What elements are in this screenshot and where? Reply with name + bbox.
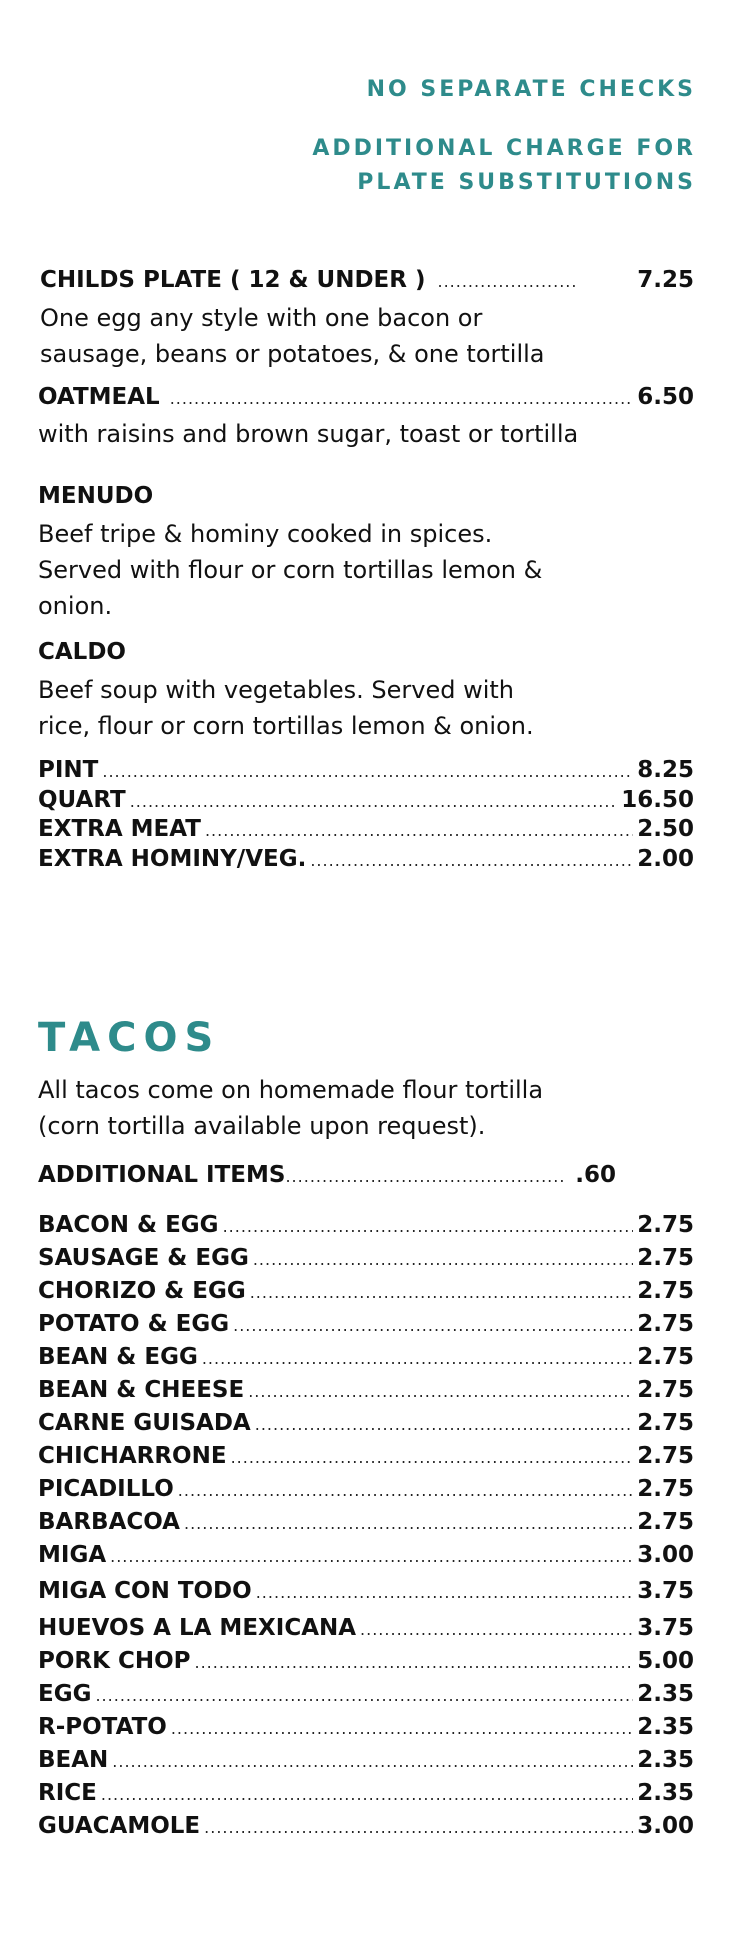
dot-leader — [204, 1813, 633, 1843]
item-name: GUACAMOLE — [38, 1813, 201, 1839]
taco-item-row — [38, 1576, 694, 1608]
item-price: 2.75 — [637, 1212, 694, 1238]
oatmeal-description: with raisins and brown sugar, toast or tortilla — [38, 420, 579, 448]
item-name: HUEVOS A LA MEXICANA — [38, 1615, 357, 1641]
menudo-heading: MENUDO — [38, 483, 154, 509]
taco-item-row — [38, 1778, 694, 1810]
dot-leader — [256, 1578, 634, 1608]
menu-item-oatmeal — [38, 382, 694, 414]
menu-item-childs-plate — [40, 265, 694, 297]
item-price: 2.75 — [637, 1509, 694, 1535]
menu-item-extra-hominy-veg — [38, 844, 694, 876]
dot-leader — [112, 1747, 633, 1777]
taco-item-row — [38, 1712, 694, 1744]
description-line: Beef soup with vegetables. Served with — [38, 676, 515, 704]
item-name: MIGA CON TODO — [38, 1578, 252, 1604]
taco-item-row — [38, 1540, 694, 1572]
taco-item-row — [38, 1474, 694, 1506]
item-price: 7.25 — [637, 267, 694, 293]
dot-leader — [285, 1162, 567, 1192]
item-name: PINT — [38, 757, 99, 783]
plate-substitution-notice-line2: PLATE SUBSTITUTIONS — [357, 170, 696, 195]
item-price: 2.35 — [637, 1747, 694, 1773]
dot-leader — [202, 1344, 633, 1374]
item-name: BACON & EGG — [38, 1212, 219, 1238]
item-price: 2.75 — [637, 1344, 694, 1370]
description-line: rice, flour or corn tortillas lemon & onion. — [38, 712, 534, 740]
description-line: onion. — [38, 592, 113, 620]
dot-leader — [170, 384, 634, 414]
item-name: ADDITIONAL ITEMS — [38, 1162, 286, 1188]
taco-item-row — [38, 1679, 694, 1711]
item-name: SAUSAGE & EGG — [38, 1245, 249, 1271]
description-line: All tacos come on homemade flour tortilla — [38, 1076, 544, 1104]
menu-item-pint — [38, 755, 694, 787]
plate-substitution-notice-line1: ADDITIONAL CHARGE FOR — [312, 136, 696, 161]
item-price: 8.25 — [637, 757, 694, 783]
item-name: QUART — [38, 787, 126, 813]
dot-leader — [101, 1780, 633, 1810]
item-name: CHORIZO & EGG — [38, 1278, 246, 1304]
menu-item-additional-items — [38, 1160, 616, 1192]
item-name: PORK CHOP — [38, 1648, 191, 1674]
caldo-heading: CALDO — [38, 639, 126, 665]
description-line: sausage, beans or potatoes, & one tortilla — [40, 340, 545, 368]
dot-leader — [310, 846, 633, 876]
description-line: Served with flour or corn tortillas lemon & — [38, 556, 543, 584]
menu-item-quart — [38, 785, 694, 817]
item-price: 2.75 — [637, 1443, 694, 1469]
taco-item-row — [38, 1441, 694, 1473]
description-line: Beef tripe & hominy cooked in spices. — [38, 520, 493, 548]
item-name: CHILDS PLATE ( 12 & UNDER ) — [40, 267, 426, 293]
item-name: EGG — [38, 1681, 92, 1707]
dot-leader — [255, 1410, 634, 1440]
item-name: BEAN & EGG — [38, 1344, 198, 1370]
dot-leader — [184, 1509, 633, 1539]
dot-leader — [223, 1212, 634, 1242]
item-name: PICADILLO — [38, 1476, 174, 1502]
item-price: 2.75 — [637, 1311, 694, 1337]
item-price: 2.75 — [637, 1245, 694, 1271]
item-name: CHICHARRONE — [38, 1443, 227, 1469]
dot-leader — [171, 1714, 633, 1744]
item-price: 16.50 — [621, 787, 694, 813]
description-line: One egg any style with one bacon or — [40, 304, 483, 332]
plate-substitution-notice — [312, 132, 696, 200]
description-line: (corn tortilla available upon request). — [38, 1112, 486, 1140]
dot-leader — [438, 267, 578, 297]
item-name: R-POTATO — [38, 1714, 167, 1740]
item-price: 3.75 — [637, 1615, 694, 1641]
taco-item-row — [38, 1309, 694, 1341]
dot-leader — [195, 1648, 634, 1678]
taco-item-row — [38, 1613, 694, 1645]
item-price: 2.75 — [637, 1377, 694, 1403]
dot-leader — [205, 816, 633, 846]
item-price: 2.35 — [637, 1681, 694, 1707]
item-price: 5.00 — [637, 1648, 694, 1674]
item-price: 2.35 — [637, 1780, 694, 1806]
taco-item-row — [38, 1276, 694, 1308]
dot-leader — [250, 1278, 634, 1308]
item-price: 3.00 — [637, 1542, 694, 1568]
taco-item-row — [38, 1811, 694, 1843]
item-price: 6.50 — [637, 384, 694, 410]
item-price: 2.75 — [637, 1278, 694, 1304]
dot-leader — [110, 1542, 633, 1572]
menudo-description — [38, 516, 542, 624]
item-price: 3.00 — [637, 1813, 694, 1839]
dot-leader — [360, 1615, 633, 1645]
tacos-section-title: TACOS — [38, 1015, 221, 1061]
item-name: RICE — [38, 1780, 97, 1806]
dot-leader — [248, 1377, 633, 1407]
item-name: EXTRA MEAT — [38, 816, 201, 842]
taco-item-row — [38, 1646, 694, 1678]
dot-leader — [95, 1681, 633, 1711]
dot-leader — [102, 757, 633, 787]
item-name: BEAN & CHEESE — [38, 1377, 245, 1403]
item-name: BEAN — [38, 1747, 109, 1773]
item-name: POTATO & EGG — [38, 1311, 230, 1337]
taco-item-row — [38, 1408, 694, 1440]
childs-plate-description — [40, 300, 545, 372]
item-price: 2.00 — [637, 846, 694, 872]
item-price: 2.35 — [637, 1714, 694, 1740]
item-price: .60 — [575, 1162, 616, 1188]
item-name: OATMEAL — [38, 384, 160, 410]
taco-item-row — [38, 1507, 694, 1539]
taco-item-row — [38, 1745, 694, 1777]
taco-item-row — [38, 1375, 694, 1407]
item-name: EXTRA HOMINY/VEG. — [38, 846, 307, 872]
menu-item-extra-meat — [38, 814, 694, 846]
item-name: MIGA — [38, 1542, 107, 1568]
item-price: 3.75 — [637, 1578, 694, 1604]
dot-leader — [233, 1311, 633, 1341]
item-price: 2.75 — [637, 1410, 694, 1436]
no-separate-checks-notice: NO SEPARATE CHECKS — [366, 77, 696, 102]
dot-leader — [178, 1476, 633, 1506]
item-name: CARNE GUISADA — [38, 1410, 251, 1436]
taco-item-row — [38, 1243, 694, 1275]
tacos-description — [38, 1072, 543, 1144]
dot-leader — [231, 1443, 634, 1473]
taco-item-row — [38, 1342, 694, 1374]
dot-leader — [130, 787, 618, 817]
dot-leader — [253, 1245, 633, 1275]
item-price: 2.50 — [637, 816, 694, 842]
item-name: BARBACOA — [38, 1509, 180, 1535]
caldo-description — [38, 672, 534, 744]
taco-item-row — [38, 1210, 694, 1242]
item-price: 2.75 — [637, 1476, 694, 1502]
